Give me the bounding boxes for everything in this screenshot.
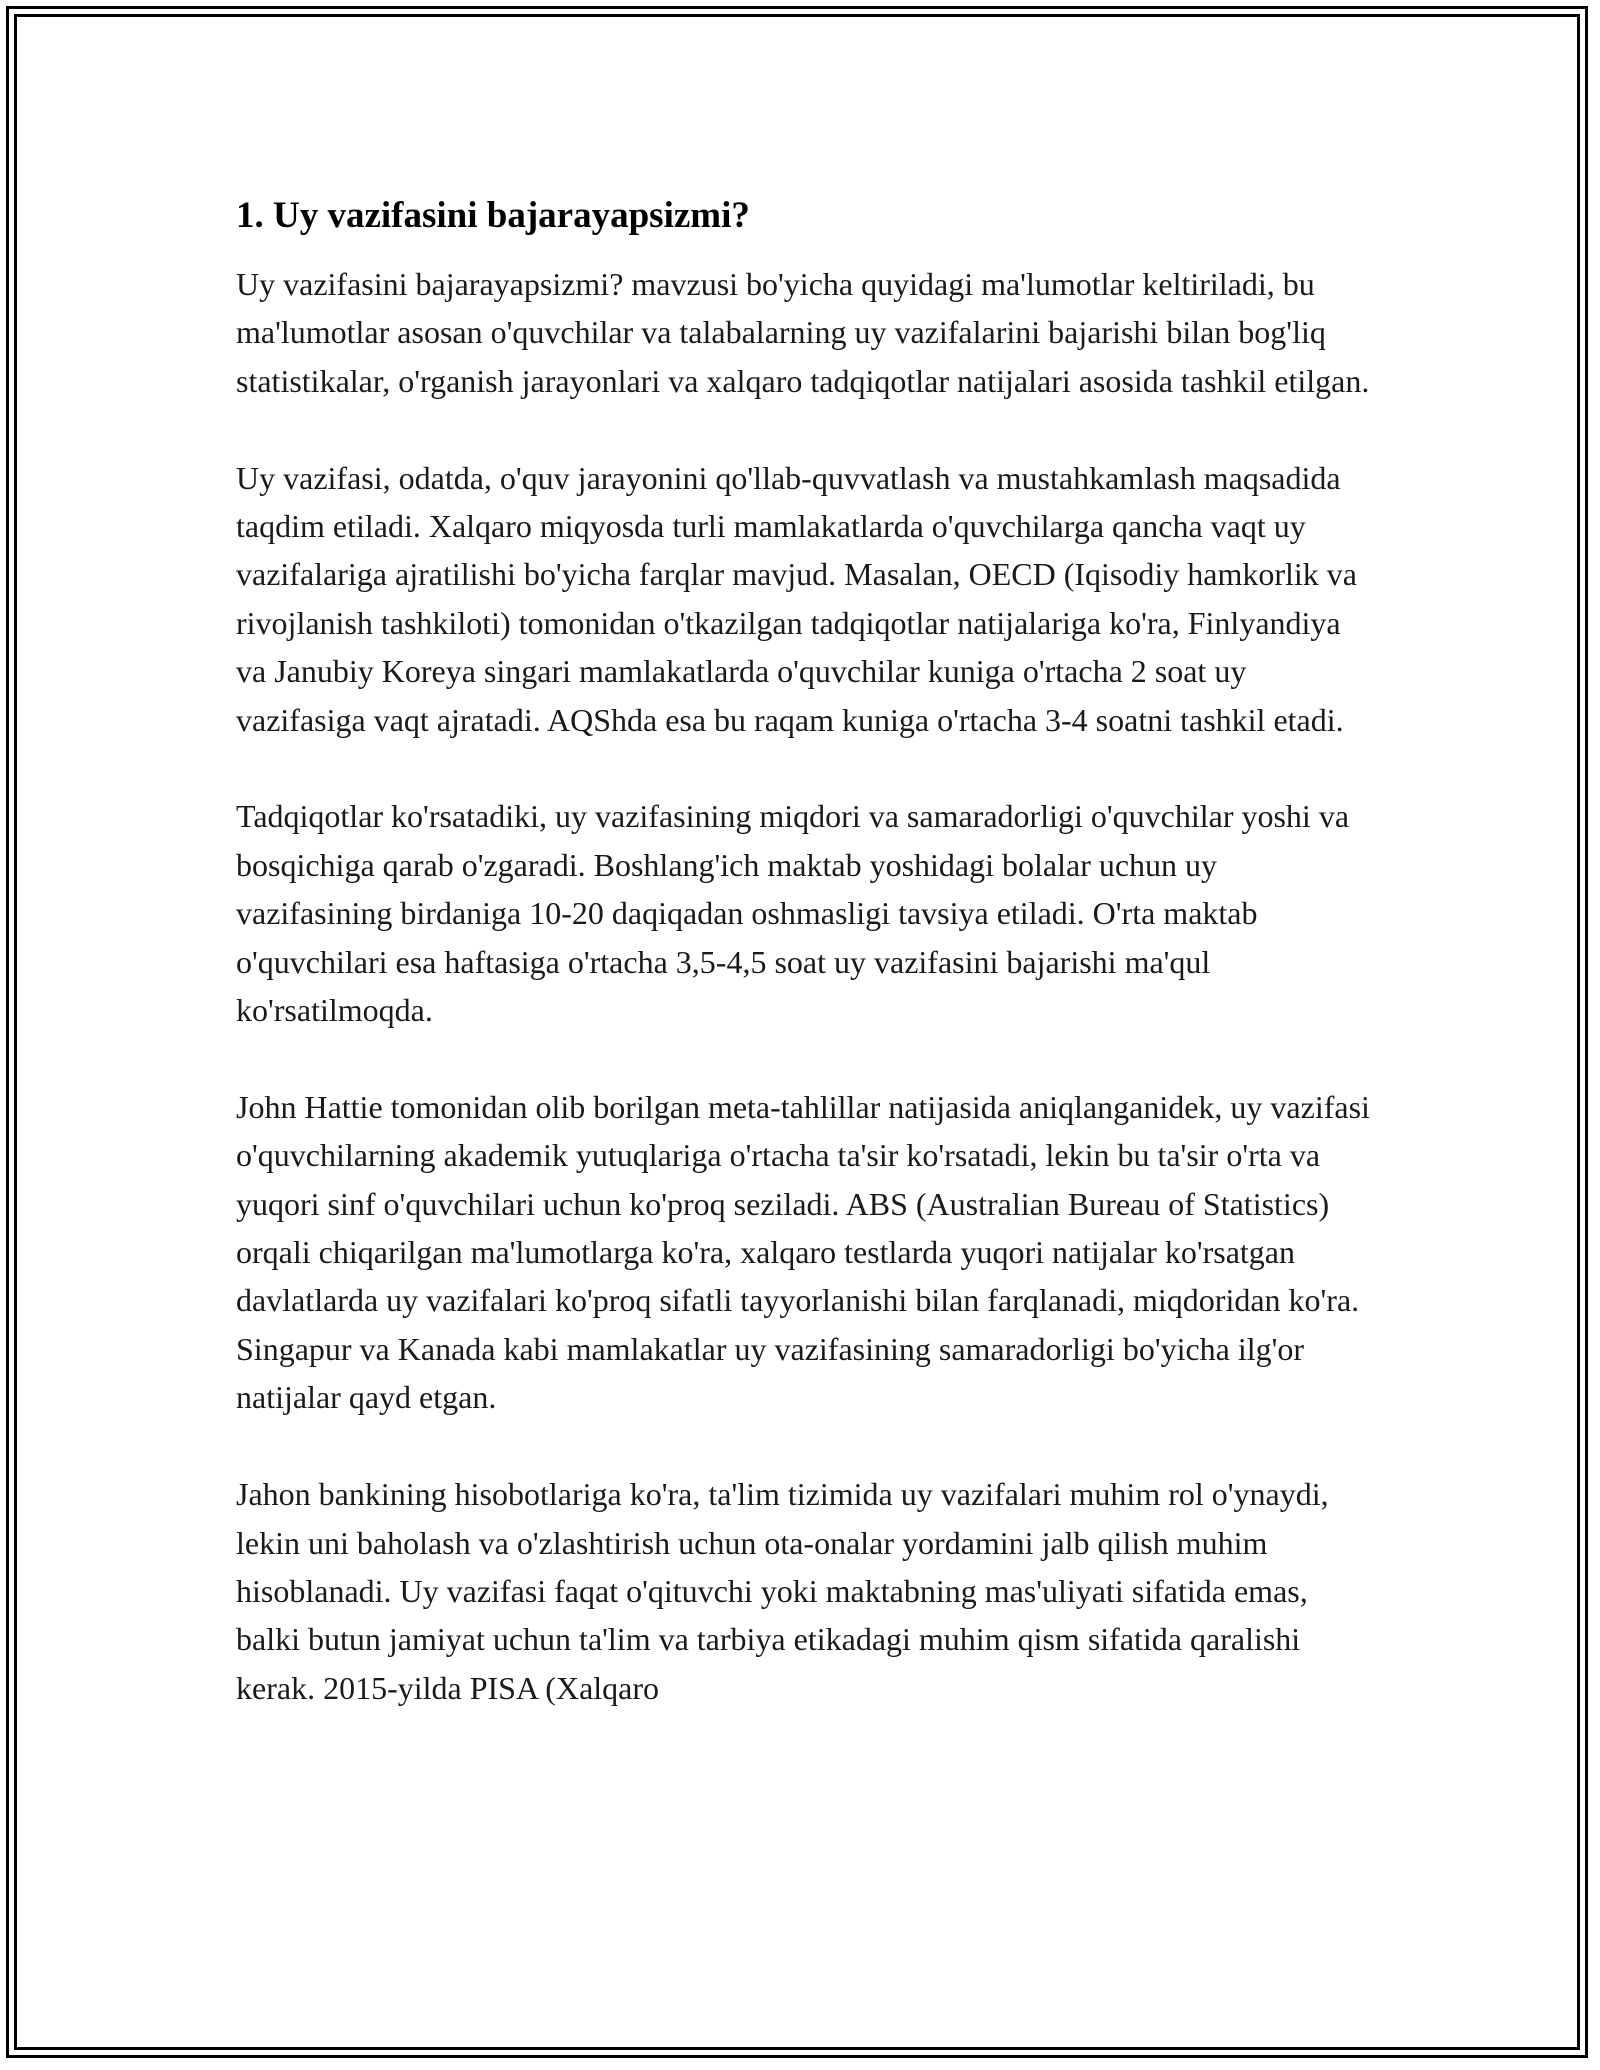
paragraph-world-bank: Jahon bankining hisobotlariga ko'ra, ta'lim tizimida uy vazifalari muhim rol o'ynaydi, lekin uni baholash va o'zlashtirish uchun ota-onalar yordamini jalb qilish muhim hisoblanadi. Uy vazifasi faqat o'qituvchi yoki maktabning mas'uliyati sifatida emas, balki butun jamiyat uchun ta'lim va tarbiya etikadagi muhim qism sifatida qaralishi kerak. 2015-yilda PISA (Xalqaro: [236, 1476, 1329, 1706]
document-body: [236, 188, 1376, 1761]
paragraph-hattie-research: John Hattie tomonidan olib borilgan meta-tahlillar natijasida aniqlanganidek, uy vazifasi o'quvchilarning akademik yutuqlariga o'rtacha ta'sir ko'rsatadi, lekin bu ta'sir o'rta va yuqori sinf o'quvchilari uchun ko'proq seziladi. ABS (Australian Bureau of Statistics) orqali chiqarilgan ma'lumotlarga ko'ra, xalqaro testlarda yuqori natijalar ko'rsatgan davlatlarda uy vazifalari ko'proq sifatli tayyorlanishi bilan farqlanadi, miqdoridan ko'ra. Singapur va Kanada kabi mamlakatlar uy vazifasining samaradorligi bo'yicha ilg'or natijalar qayd etgan.: [236, 1088, 1370, 1416]
section-heading: 1. Uy vazifasini bajarayapsizmi?: [236, 195, 750, 236]
paragraph-intro: Uy vazifasini bajarayapsizmi? mavzusi bo'yicha quyidagi ma'lumotlar keltiriladi, bu ma'lumotlar asosan o'quvchilar va talabalarning uy vazifalarini bajarishi bilan bog'liq statistikalar, o'rganish jarayonlari va xalqaro tadqiqotlar natijalari asosida tashkil etilgan.: [236, 266, 1370, 399]
paragraph-homework-time: Uy vazifasi, odatda, o'quv jarayonini qo'llab-quvvatlash va mustahkamlash maqsadida taqdim etiladi. Xalqaro miqyosda turli mamlakatlarda o'quvchilarga qancha vaqt uy vazifalariga ajratilishi bo'yicha farqlar mavjud. Masalan, OECD (Iqisodiy hamkorlik va rivojlanish tashkiloti) tomonidan o'tkazilgan tadqiqotlar natijalariga ko'ra, Finlyandiya va Janubiy Koreya singari mamlakatlarda o'quvchilar kuniga o'rtacha 2 soat uy vazifasiga vaqt ajratadi. AQShda esa bu raqam kuniga o'rtacha 3-4 soatni tashkil etadi.: [236, 459, 1357, 738]
paragraph-age-differences: Tadqiqotlar ko'rsatadiki, uy vazifasining miqdori va samaradorligi o'quvchilar yoshi va bosqichiga qarab o'zgaradi. Boshlang'ich maktab yoshidagi bolalar uchun uy vazifasining birdaniga 10-20 daqiqadan oshmasligi tavsiya etiladi. O'rta maktab o'quvchilari esa haftasiga o'rtacha 3,5-4,5 soat uy vazifasini bajarishi ma'qul ko'rsatilmoqda.: [236, 798, 1350, 1029]
